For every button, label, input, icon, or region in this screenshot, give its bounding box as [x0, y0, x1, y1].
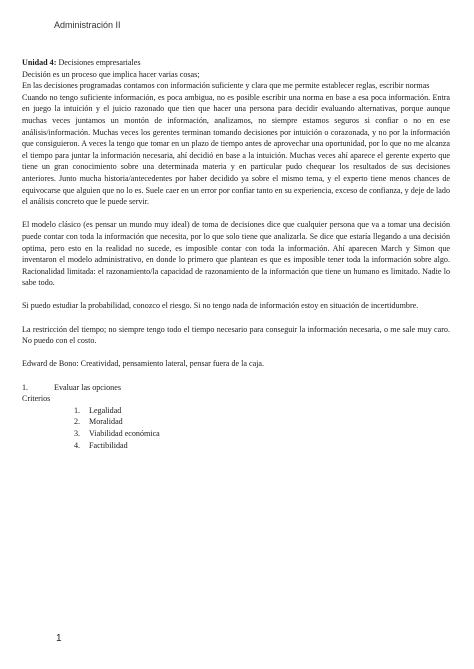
page-header: Administración II — [54, 20, 121, 30]
paragraph-6: La restricción del tiempo; no siempre tengo todo el tiempo necesario para conseguir la información necesaria, o me sale muy caro. No puedo con el costo. — [22, 324, 450, 346]
criteria-item — [22, 416, 450, 428]
criteria-text: Factibilidad — [89, 440, 128, 450]
list-number: 1. — [22, 382, 29, 392]
criteria-text: Legalidad — [89, 405, 122, 415]
paragraph-7: Edward de Bono: Creatividad, pensamiento lateral, pensar fuera de la caja. — [22, 359, 265, 369]
criteria-text: Viabilidad económica — [89, 429, 160, 438]
criteria-item — [22, 405, 450, 417]
paragraph-1: Decisión es un proceso que implica hacer varias cosas; — [22, 69, 200, 79]
paragraph-4: El modelo clásico (es pensar un mundo muy ideal) de toma de decisiones dice que cualquier persona que va a tomar una decisión puede contar con toda la información que necesita, por lo que solo tiene que analizarla. Se dice que estaría llegando a una decisión optima, pero esto en la realidad no sucede, es imposible contar con toda la información. Ahí aparecen March y Simon que inventaron el modelo administrativo, en donde lo primero que plantean es que es imposible tener toda la información sobre algo. Racionalidad limitada: el razonamiento/la capacidad de razonamiento de la información que tiene un humano es limitado. Nadie lo sabe todo. — [22, 220, 450, 288]
criteria-item — [22, 428, 450, 440]
criteria-item — [22, 440, 450, 452]
page-number: 1 — [56, 633, 62, 644]
criteria-text: Moralidad — [89, 417, 123, 427]
unit-label: Unidad 4: — [22, 58, 57, 67]
unit-title: Decisiones empresariales — [56, 58, 141, 67]
criteria-number: 1. — [74, 405, 81, 415]
document-body — [22, 57, 450, 451]
paragraph-2: En las decisiones programadas contamos con información suficiente y clara que me permite establecer reglas, escribir normas — [22, 81, 430, 91]
list-item-evaluar — [22, 382, 450, 394]
criteria-number: 3. — [74, 429, 81, 438]
criteria-number: 4. — [74, 440, 81, 450]
criterios-label: Criterios — [22, 394, 51, 404]
paragraph-5: Si puedo estudiar la probabilidad, conozco el riesgo. Si no tengo nada de información estoy en situación de incertidumbre. — [22, 301, 419, 311]
paragraph-3: Cuando no tengo suficiente información, es poca ambigua, no es posible escribir una norma en base a esa poca información. Entra en juego la intuición y el juicio razonado que tien que hacer una persona para decidir evaluando alternativas, porque aunque muchas veces juntamos un montón de información, analizamos, no siempre estamos seguros si confiar o no en ese análisis/información. Muchas veces los gerentes terminan tomando decisiones por intuición o corazonada, y no por la información que consiguieron. A veces la tengo que tomar en un plazo de tiempo antes de aprovechar una oportunidad, por lo que no me alcanza el tiempo para juntar la información necesaria, ahí decidió en base a la intuición. Muchas veces ahí aparece el gerente experto que tiene un gran conocimiento sobre una determinada materia y en particular pudo chequear los resultados de sus decisiones anteriores. Junto mucha historia/antecedentes por haber decidido ya sobre el mismo tema, y el experto tiene menos chances de equivocarse que alguien que no lo es. Suele caer en un error por confiar tanto en su experiencia, exceso de confianza, y deje de lado el análisis concreto que le puede servir. — [22, 92, 450, 207]
list-text: Evaluar las opciones — [54, 382, 121, 392]
unit-heading — [22, 57, 450, 69]
criteria-number: 2. — [74, 417, 81, 427]
